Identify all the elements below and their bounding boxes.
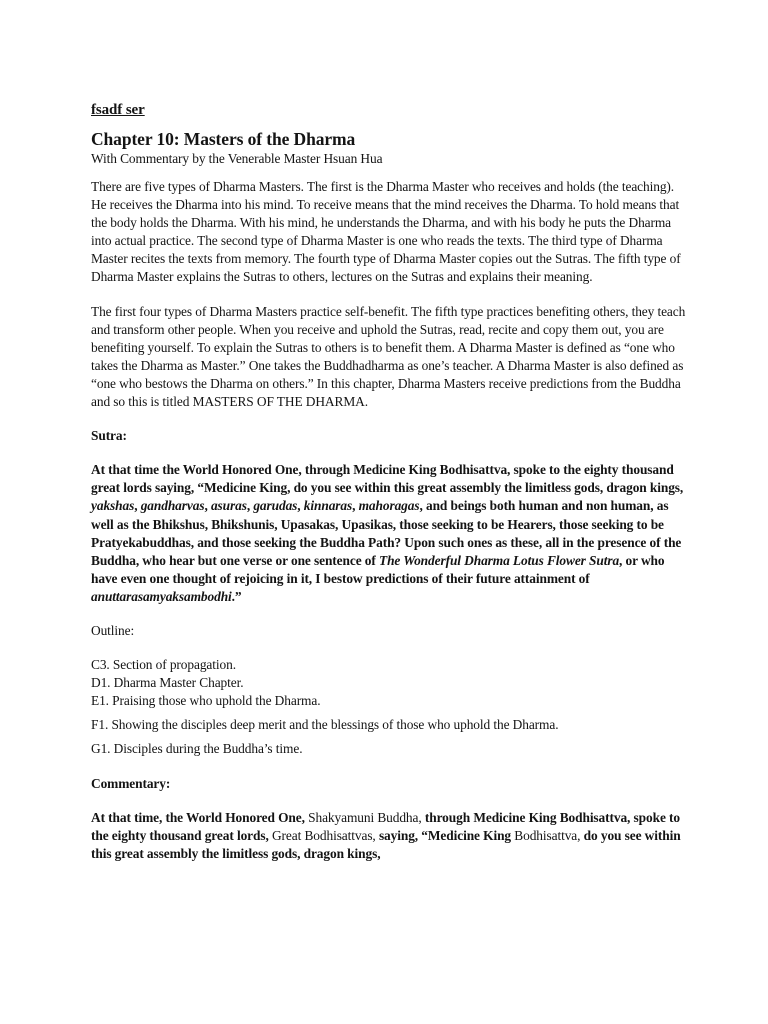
commentary-normal-2: Great Bodhisattvas, (271, 827, 379, 843)
sutra-term-mahoragas: mahoragas (358, 498, 420, 514)
sutra-term-kinnaras: kinnaras (303, 498, 353, 514)
chapter-title: Chapter 10: Masters of the Dharma (91, 129, 356, 149)
header-line: fsadf ser (91, 102, 145, 118)
document-page (91, 100, 691, 879)
sutra-text-3: , (204, 498, 211, 514)
sutra-term-anuttara: anuttarasamyaksambodhi (91, 588, 232, 604)
sutra-text-6: , (352, 498, 359, 514)
sutra-term-asuras: asuras (210, 498, 247, 514)
commentary-paragraph (91, 809, 691, 863)
outline-item: D1. Dharma Master Chapter. (91, 675, 244, 691)
sutra-text-9: .” (231, 588, 242, 604)
outline-list (91, 656, 691, 758)
commentary-bold-1: At that time, the World Honored One, (91, 809, 309, 825)
commentary-normal-3: Bodhisattva, (514, 827, 584, 843)
commentary-bold-3: saying, “Medicine King (378, 827, 515, 843)
commentary-normal-1: Shakyamuni Buddha, (308, 809, 425, 825)
sutra-text-4: , (246, 498, 254, 514)
outline-item: F1. Showing the disciples deep merit and the blessings of those who uphold the Dharma. (91, 717, 559, 733)
sutra-text-8: , or who have even one thought of rejoicing in it, I bestow predictions of their future attainment of (91, 552, 665, 586)
sutra-text-7: , and beings both human and non human, as well as the Bhikshus, Bhikshunis, Upasakas, Upasikas, those seeking to be Hearers, those seeking to be Pratyekabuddhas, and those seeking the Buddha Path? Upon such ones as these, all in the presence of the Buddha, who hear but one verse or one sentence of (91, 498, 682, 568)
outline-item: C3. Section of propagation. (91, 657, 236, 673)
outline-label: Outline: (91, 622, 135, 638)
sutra-label: Sutra: (91, 428, 127, 444)
sutra-text-1: At that time the World Honored One, through Medicine King Bodhisattva, spoke to the eighty thousand great lords saying, “Medicine King, do you see within this great assembly the limitless gods, dragon kings, (91, 462, 684, 496)
outline-item: G1. Disciples during the Buddha’s time. (91, 741, 303, 757)
sutra-text-2: , (134, 498, 141, 514)
sutra-text-5: , (297, 498, 304, 514)
sutra-term-yakshas: yakshas (91, 498, 135, 514)
intro-paragraph-2: The first four types of Dharma Masters practice self-benefit. The fifth type practices benefiting others, they teach and transform other people. When you receive and uphold the Sutras, read, recite and copy them out, you are benefiting yourself. To explain the Sutras to others is to benefit them. A Dharma Master is defined as “one who takes the Dharma as Master.” One takes the Buddhadharma as one’s teacher. A Dharma Master is also defined as “one who bestows the Dharma on others.” In this chapter, Dharma Masters receive predictions from the Buddha and so this is titled MASTERS OF THE DHARMA. (91, 303, 686, 410)
sutra-paragraph (91, 461, 691, 606)
intro-paragraph-1: There are five types of Dharma Masters. The first is the Dharma Master who receives and holds (the teaching). He receives the Dharma into his mind. To receive means that the mind receives the Dharma. To hold means that the body holds the Dharma. With his mind, he understands the Dharma, and with his body he puts the Dharma into actual practice. The second type of Dharma Master is one who reads the texts. The third type of Dharma Master recites the texts from memory. The fourth type of Dharma Master copies out the Sutras. The fifth type of Dharma Master explains the Sutras to others, lectures on the Sutras and explains their meaning. (91, 179, 681, 285)
commentary-bold-4: do you see within this great assembly the limitless gods, dragon kings, (91, 827, 681, 861)
chapter-subtitle: With Commentary by the Venerable Master Hsuan Hua (91, 151, 383, 166)
commentary-bold-2: through Medicine King Bodhisattva, spoke to the eighty thousand great lords, (91, 809, 680, 843)
commentary-label: Commentary: (91, 775, 171, 791)
sutra-title-lotus: The Wonderful Dharma Lotus Flower Sutra (379, 552, 620, 568)
sutra-term-gandharvas: gandharvas (140, 498, 205, 514)
outline-item: E1. Praising those who uphold the Dharma. (91, 693, 321, 709)
sutra-term-garudas: garudas (253, 498, 298, 514)
